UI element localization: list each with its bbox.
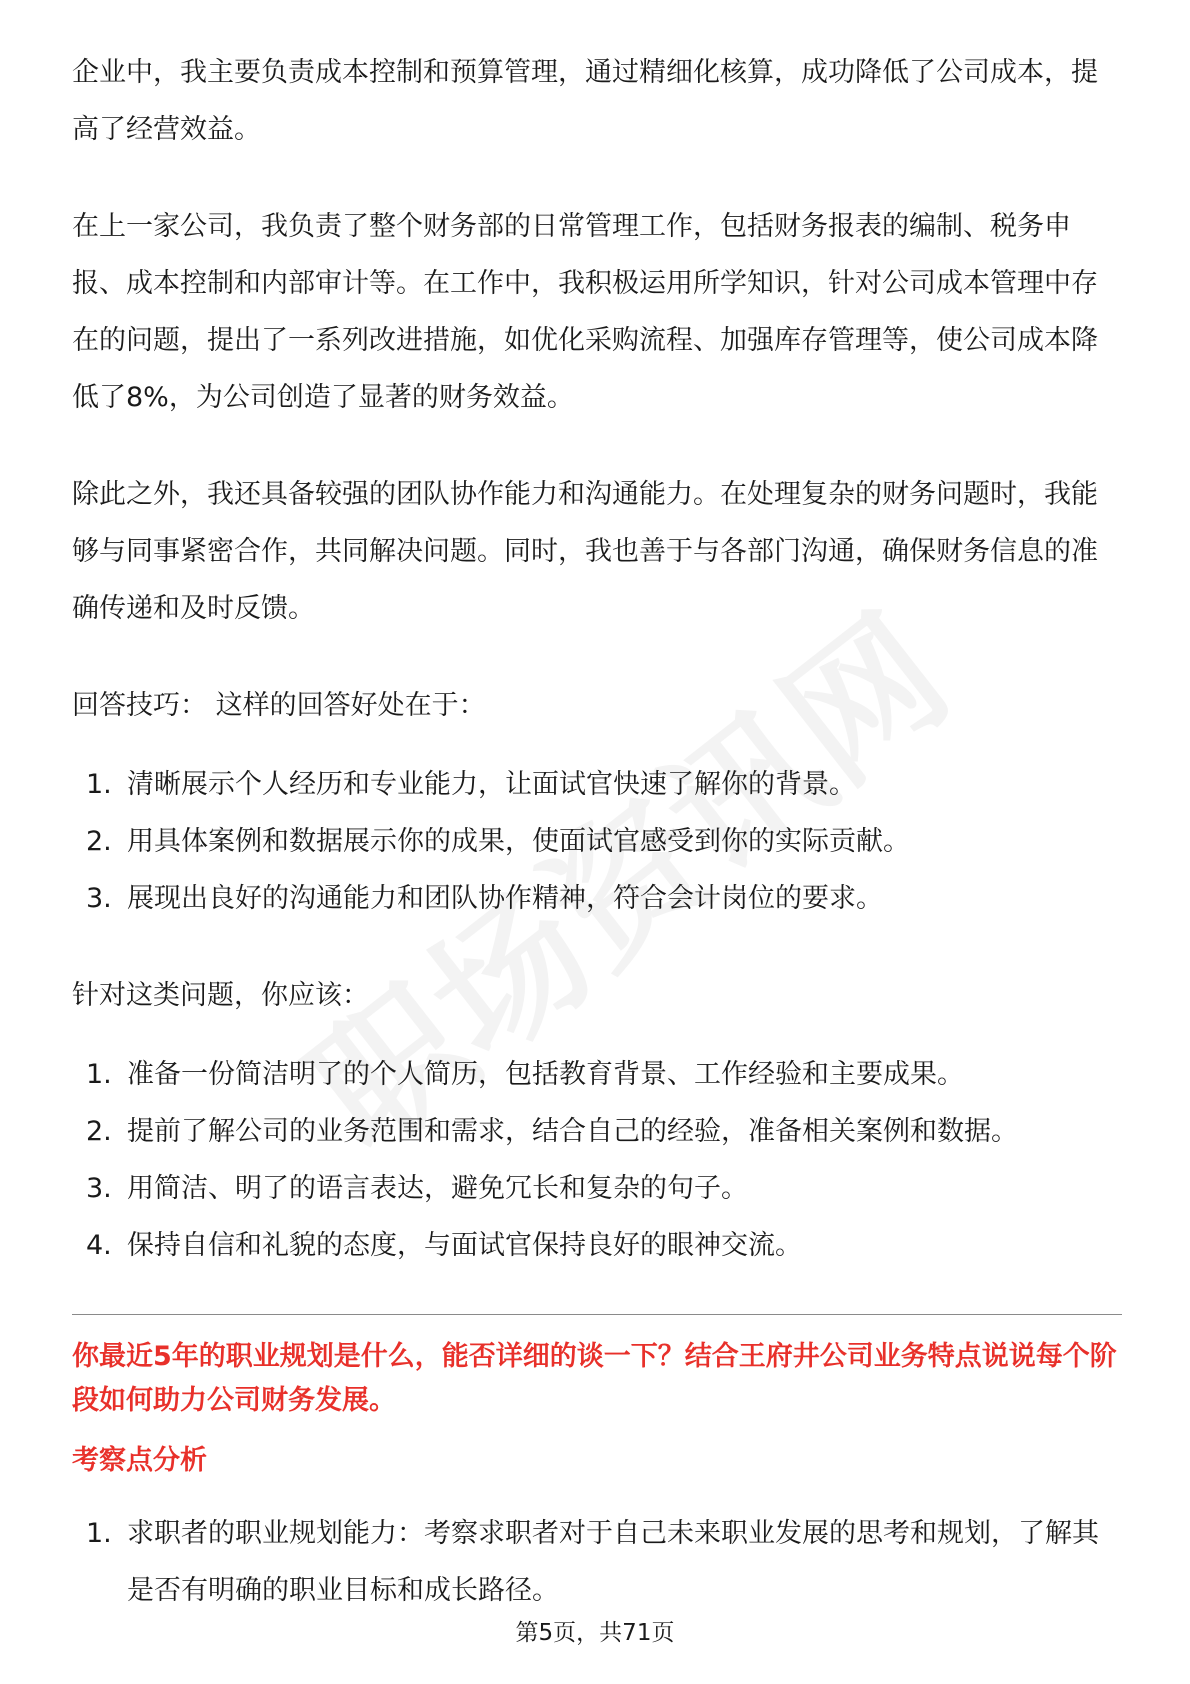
divider [72, 1314, 1122, 1315]
list-text: 保持自信和礼貌的态度，与面试官保持良好的眼神交流。 [127, 1230, 802, 1261]
list-number: 1. [86, 769, 112, 800]
document-page [72, 44, 1122, 1659]
list-item [72, 813, 1122, 870]
list-text: 展现出良好的沟通能力和团队协作精神，符合会计岗位的要求。 [127, 883, 883, 914]
paragraph: 除此之外，我还具备较强的团队协作能力和沟通能力。在处理复杂的财务问题时，我能够与同事紧密合作，共同解决问题。同时，我也善于与各部门沟通，确保财务信息的准确传递和及时反馈。 [72, 479, 1098, 624]
list-number: 1. [86, 1059, 112, 1090]
interview-question: 你最近5年的职业规划是什么，能否详细的谈一下？结合王府井公司业务特点说说每个阶段如何助力公司财务发展。 [72, 1341, 1117, 1416]
analysis-list [72, 1505, 1122, 1619]
list-item [72, 1505, 1122, 1619]
analysis-heading: 考察点分析 [72, 1445, 207, 1476]
tips-heading: 回答技巧： 这样的回答好处在于： [72, 690, 486, 721]
tips-list [72, 756, 1122, 927]
list-number: 2. [86, 1116, 112, 1147]
list-text: 求职者的职业规划能力：考察求职者对于自己未来职业发展的思考和规划，了解其是否有明确的职业目标和成长路径。 [127, 1518, 1099, 1606]
list-text: 用简洁、明了的语言表达，避免冗长和复杂的句子。 [127, 1173, 748, 1204]
list-item [72, 870, 1122, 927]
list-number: 1. [86, 1518, 112, 1549]
paragraph: 在上一家公司，我负责了整个财务部的日常管理工作，包括财务报表的编制、税务申报、成本控制和内部审计等。在工作中，我积极运用所学知识，针对公司成本管理中存在的问题，提出了一系列改进措施，如优化采购流程、加强库存管理等，使公司成本降低了8%，为公司创造了显著的财务效益。 [72, 211, 1098, 413]
list-item [72, 756, 1122, 813]
list-number: 2. [86, 826, 112, 857]
paragraph: 企业中，我主要负责成本控制和预算管理，通过精细化核算，成功降低了公司成本，提高了经营效益。 [72, 57, 1098, 145]
advice-heading: 针对这类问题，你应该： [72, 980, 369, 1011]
page-footer: 第5页，共71页 [515, 1620, 675, 1646]
list-text: 用具体案例和数据展示你的成果，使面试官感受到你的实际贡献。 [127, 826, 910, 857]
list-text: 清晰展示个人经历和专业能力，让面试官快速了解你的背景。 [127, 769, 856, 800]
list-number: 4. [86, 1230, 112, 1261]
list-number: 3. [86, 1173, 112, 1204]
list-item [72, 1217, 1122, 1274]
list-text: 提前了解公司的业务范围和需求，结合自己的经验，准备相关案例和数据。 [127, 1116, 1018, 1147]
advice-list [72, 1046, 1122, 1274]
list-item [72, 1160, 1122, 1217]
list-text: 准备一份简洁明了的个人简历，包括教育背景、工作经验和主要成果。 [127, 1059, 964, 1090]
list-number: 3. [86, 883, 112, 914]
list-item [72, 1103, 1122, 1160]
list-item [72, 1046, 1122, 1103]
